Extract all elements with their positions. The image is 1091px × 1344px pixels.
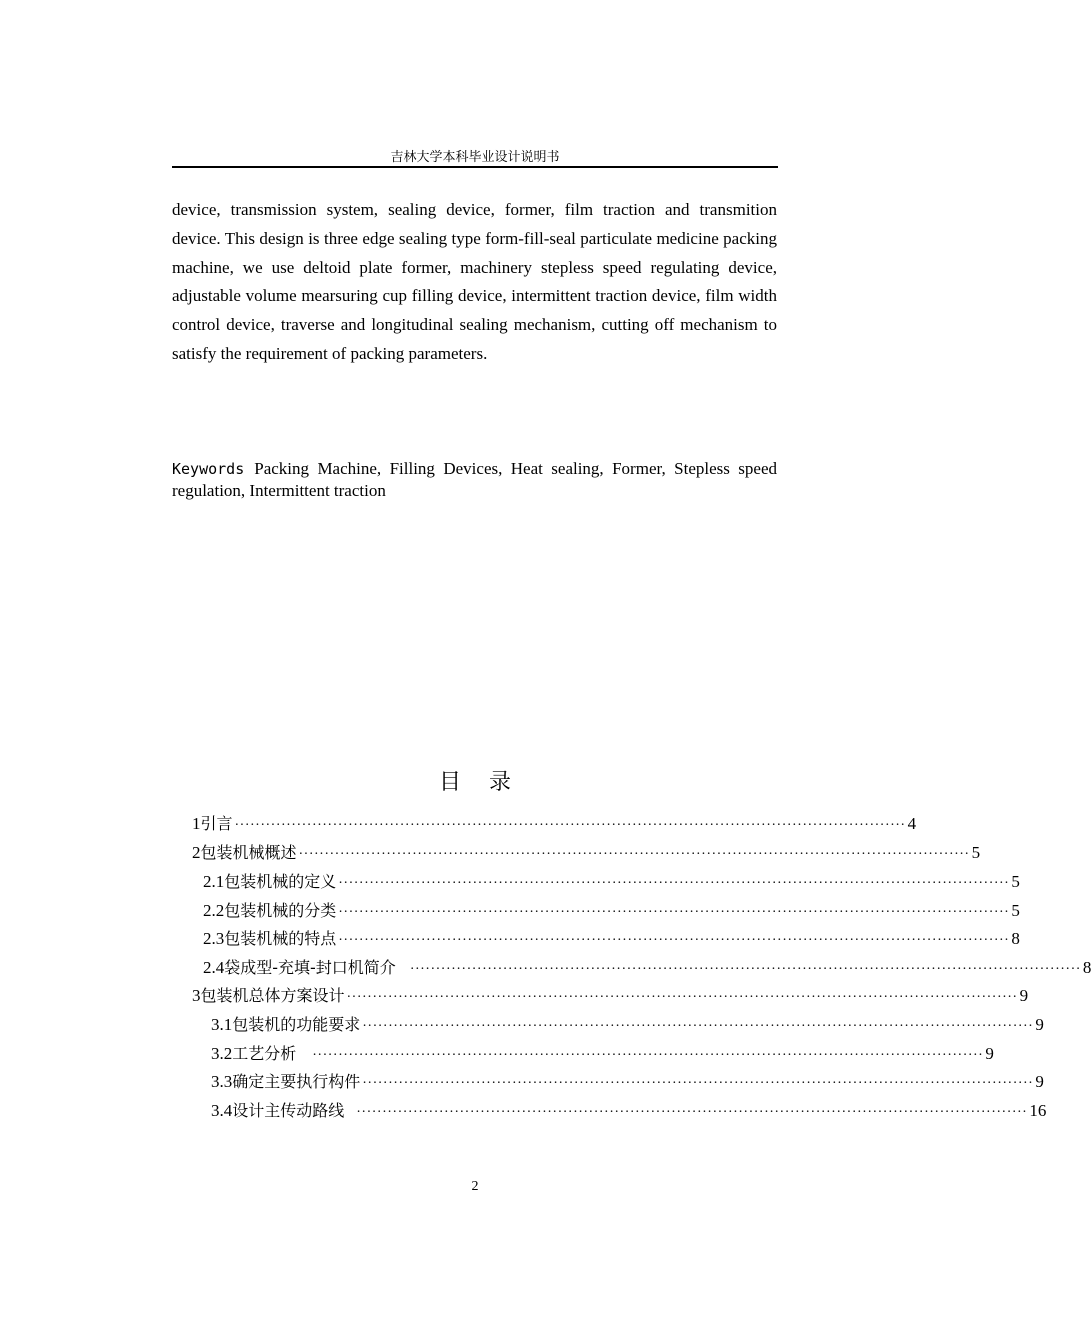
toc-entry-number: 3.1	[211, 1015, 233, 1034]
keywords-text: Packing Machine, Filling Devices, Heat sealing, Former, Stepless speed regulation, Intermittent traction	[172, 459, 777, 500]
toc-entry	[203, 954, 1091, 982]
toc-leader-dots: ··································································································································	[338, 905, 1010, 920]
toc-entry-label: 袋成型-充填-封口机简介	[224, 958, 396, 977]
toc-entry-page: 9	[1035, 1015, 1044, 1034]
toc-entry-label: 包装机械概述	[200, 843, 297, 862]
toc-leader-dots: ··································································································································	[346, 990, 1018, 1005]
toc-entry-label: 引言	[200, 814, 233, 833]
keywords-label: Keywords	[172, 460, 245, 478]
toc-entry-page: 5	[1011, 901, 1020, 920]
toc-entry	[192, 839, 981, 867]
document-header-title: 吉林大学本科毕业设计说明书	[390, 150, 560, 165]
toc-leader-dots: ··································································································································	[298, 847, 970, 862]
toc-leader-dots: ··································································································································	[362, 1019, 1034, 1034]
abstract-paragraph: device, transmission system, sealing device, former, film traction and transmition device. This design is three edge sealing type form-fill-seal particulate medicine packing machine, we use deltoid plate former, machinery stepless speed regulating device, adjustable volume mearsuring cup filling device, intermittent traction device, film width control device, traverse and longitudinal sealing mechanism, cutting off mechanism to satisfy the requirement of packing parameters.	[172, 200, 777, 363]
toc-leader-dots: ··································································································································	[312, 1048, 984, 1063]
toc-leader-dots: ··································································································································	[338, 933, 1010, 948]
page-number: 2	[471, 1179, 479, 1194]
toc-entry-number: 2.4	[203, 958, 225, 977]
toc-entry-page: 9	[985, 1044, 994, 1063]
toc-title-left: 目	[438, 770, 461, 795]
toc-entry-label: 设计主传动路线	[232, 1101, 345, 1120]
toc-entry	[203, 897, 1020, 925]
toc-entry	[211, 1011, 1044, 1039]
toc-entry-label: 包装机的功能要求	[232, 1015, 361, 1034]
toc-entry-page: 5	[1011, 872, 1020, 891]
toc-entry-number: 2.3	[203, 929, 225, 948]
toc-entry	[203, 925, 1020, 953]
toc-entry-number: 2.2	[203, 901, 225, 920]
toc-entry-page: 9	[1019, 986, 1029, 1005]
header-divider	[172, 166, 778, 168]
toc-entry-label: 包装机总体方案设计	[200, 986, 345, 1005]
toc-entry-page: 5	[971, 843, 981, 862]
toc-title-right: 录	[489, 770, 512, 795]
toc-entry-number: 3.4	[211, 1101, 233, 1120]
toc-entry-label: 确定主要执行构件	[232, 1072, 361, 1091]
toc-entry-page: 8	[1082, 958, 1091, 977]
toc-entry-label: 包装机械的定义	[224, 872, 337, 891]
keywords-paragraph	[172, 458, 777, 502]
toc-entry-page: 9	[1035, 1072, 1044, 1091]
toc-leader-dots: ··································································································································	[362, 1076, 1034, 1091]
toc-entry-number: 1	[192, 814, 201, 833]
toc-title	[0, 768, 950, 798]
toc-entry	[203, 868, 1020, 896]
toc-entry-number: 3.2	[211, 1044, 233, 1063]
toc-leader-dots: ··································································································································	[356, 1105, 1028, 1120]
toc-entry-page: 8	[1011, 929, 1020, 948]
toc-entry-page: 16	[1029, 1101, 1047, 1120]
toc-entry-number: 3	[192, 986, 201, 1005]
toc-leader-dots: ··································································································································	[409, 962, 1081, 977]
toc-entry-label: 包装机械的特点	[224, 929, 337, 948]
toc-entry-number: 3.3	[211, 1072, 233, 1091]
toc-entry-page: 4	[907, 814, 917, 833]
toc-entry	[192, 982, 1029, 1010]
toc-entry-label: 包装机械的分类	[224, 901, 337, 920]
toc-entry	[211, 1040, 994, 1068]
toc-entry-number: 2.1	[203, 872, 225, 891]
toc-leader-dots: ··································································································································	[234, 818, 906, 833]
toc-entry	[211, 1097, 1047, 1125]
toc-entry	[192, 810, 917, 838]
toc-entry	[211, 1068, 1044, 1096]
toc-entry-label: 工艺分析	[232, 1044, 297, 1063]
toc-leader-dots: ··································································································································	[338, 876, 1010, 891]
toc-entry-number: 2	[192, 843, 201, 862]
